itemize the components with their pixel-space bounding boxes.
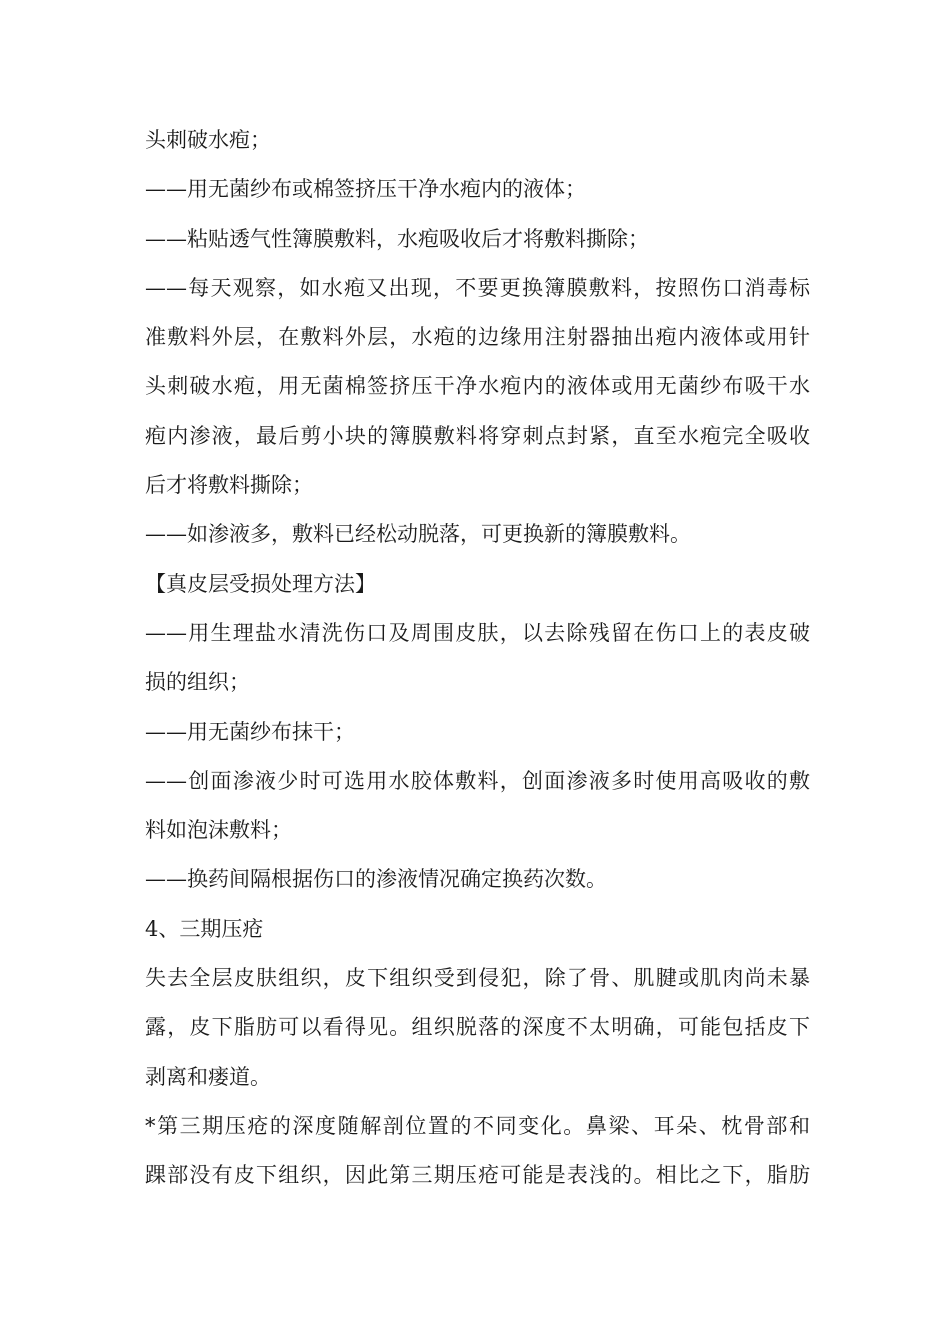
document-body <box>145 116 810 1201</box>
text-line: *第三期压疮的深度随解剖位置的不同变化。鼻梁、耳朵、枕骨部和 <box>145 1113 810 1138</box>
text-line: ——创面渗液少时可选用水胶体敷料，创面渗液多时使用高吸收的敷 <box>145 768 810 793</box>
text-line: 剥离和瘘道。 <box>145 1064 271 1089</box>
text-line: 露，皮下脂肪可以看得见。组织脱落的深度不太明确，可能包括皮下 <box>145 1015 810 1040</box>
text-line: 损的组织； <box>145 670 250 695</box>
text-line: 头刺破水疱，用无菌棉签挤压干净水疱内的液体或用无菌纱布吸干水 <box>145 374 810 399</box>
text-line: 料如泡沫敷料； <box>145 818 292 843</box>
section-heading: 4、三期压疮 <box>145 916 264 941</box>
text-line: ——用生理盐水清洗伤口及周围皮肤，以去除残留在伤口上的表皮破 <box>145 620 810 645</box>
section-heading: 【真皮层受损处理方法】 <box>145 571 376 596</box>
text-line: 准敷料外层，在敷料外层，水疱的边缘用注射器抽出疱内液体或用针 <box>145 325 810 350</box>
text-line: ——每天观察，如水疱又出现，不要更换簿膜敷料，按照伤口消毒标 <box>145 275 810 300</box>
text-line: ——粘贴透气性簿膜敷料，水疱吸收后才将敷料撕除； <box>145 226 649 251</box>
text-line: 失去全层皮肤组织，皮下组织受到侵犯，除了骨、肌腱或肌肉尚未暴 <box>145 966 810 991</box>
text-line: 疱内渗液，最后剪小块的簿膜敷料将穿刺点封紧，直至水疱完全吸收 <box>145 423 810 448</box>
text-line: ——如渗液多，敷料已经松动脱落，可更换新的簿膜敷料。 <box>145 522 691 547</box>
text-line: 后才将敷料撕除； <box>145 473 313 498</box>
text-line: ——用无菌纱布抹干； <box>145 719 355 744</box>
text-line: ——换药间隔根据伤口的渗液情况确定换药次数。 <box>145 867 607 892</box>
text-line: ——用无菌纱布或棉签挤压干净水疱内的液体； <box>145 177 586 202</box>
text-line: 头刺破水疱； <box>145 128 271 152</box>
text-line: 踝部没有皮下组织，因此第三期压疮可能是表浅的。相比之下，脂肪 <box>145 1163 810 1188</box>
